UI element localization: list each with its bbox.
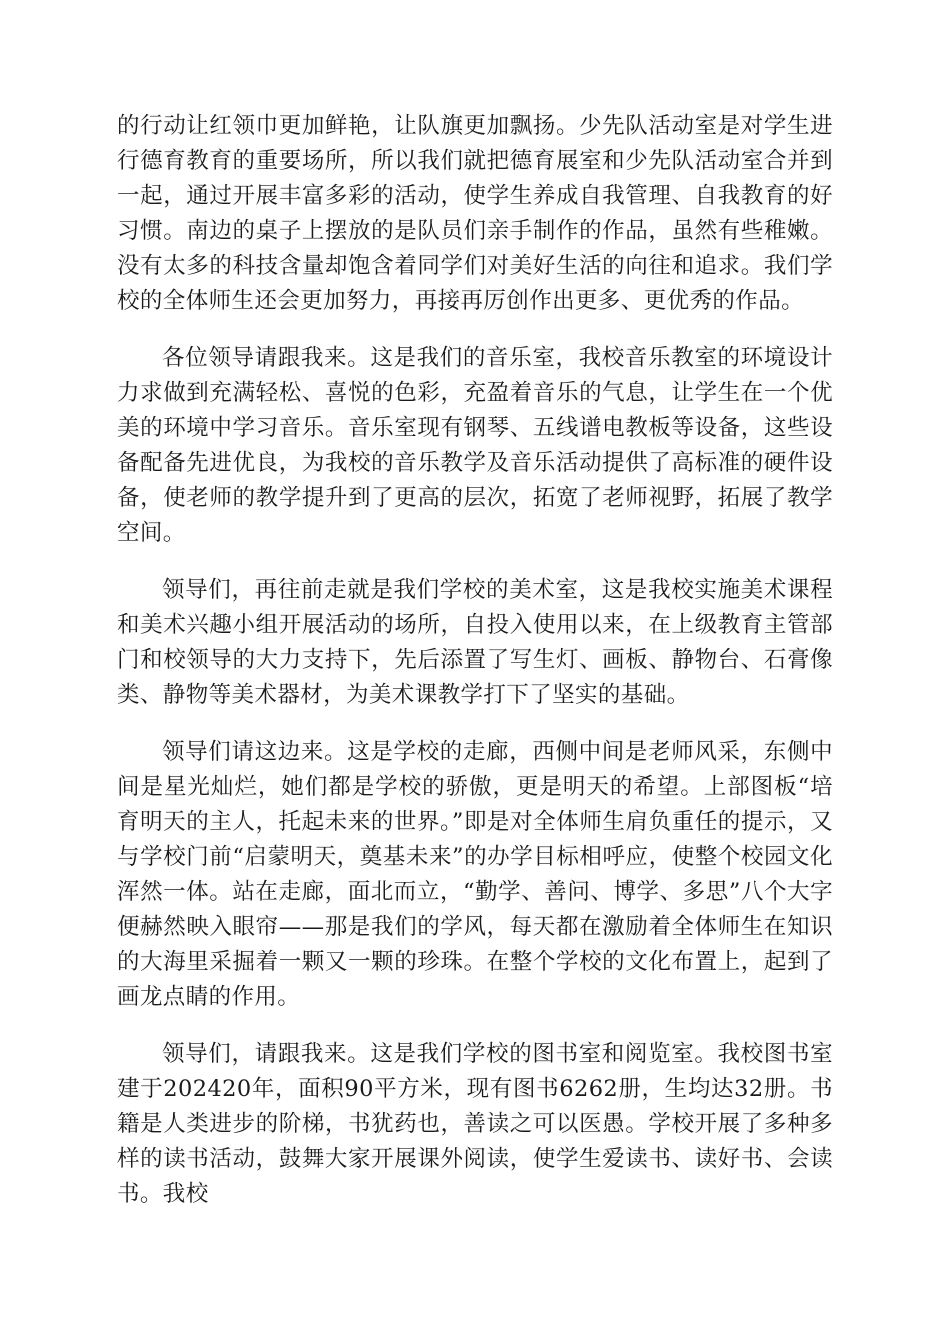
document-page — [117, 109, 833, 1234]
paragraph-corridor: 领导们请这边来。这是学校的走廊，西侧中间是老师风采，东侧中间是星光灿烂，她们都是学校的骄傲，更是明天的希望。上部图板“培育明天的主人，托起未来的世界。”即是对全体师生肩负重任的提示，又与学校门前“启蒙明天，奠基未来”的办学目标相呼应，使整个校园文化浑然一体。站在走廊，面北而立，“勤学、善问、博学、多思”八个大字便赫然映入眼帘——那是我们的学风，每天都在激励着全体师生在知识的大海里采掘着一颗又一颗的珍珠。在整个学校的文化布置上，起到了画龙点睛的作用。 — [117, 739, 833, 1010]
paragraph-youth-pioneer-room: 的行动让红领巾更加鲜艳，让队旗更加飘扬。少先队活动室是对学生进行德育教育的重要场所，所以我们就把德育展室和少先队活动室合并到一起，通过开展丰富多彩的活动，使学生养成自我管理、自我教育的好习惯。南边的桌子上摆放的是队员们亲手制作的作品，虽然有些稚嫩。没有太多的科技含量却饱含着同学们对美好生活的向往和追求。我们学校的全体师生还会更加努力，再接再厉创作出更多、更优秀的作品。 — [117, 113, 833, 314]
paragraph-music-room: 各位领导请跟我来。这是我们的音乐室，我校音乐教室的环境设计力求做到充满轻松、喜悦的色彩，充盈着音乐的气息，让学生在一个优美的环境中学习音乐。音乐室现有钢琴、五线谱电教板等设备，这些设备配备先进优良，为我校的音乐教学及音乐活动提供了高标准的硬件设备，使老师的教学提升到了更高的层次，拓宽了老师视野，拓展了教学空间。 — [117, 345, 833, 546]
paragraph-art-room: 领导们，再往前走就是我们学校的美术室，这是我校实施美术课程和美术兴趣小组开展活动的场所，自投入使用以来，在上级教育主管部门和校领导的大力支持下，先后添置了写生灯、画板、静物台、石膏像类、静物等美术器材，为美术课教学打下了坚实的基础。 — [117, 577, 833, 708]
paragraph-library: 领导们，请跟我来。这是我们学校的图书室和阅览室。我校图书室建于202420年，面积90平方米，现有图书6262册，生均达32册。书籍是人类进步的阶梯，书犹药也，善读之可以医愚。学校开展了多种多样的读书活动，鼓舞大家开展课外阅读，使学生爱读书、读好书、会读书。我校 — [117, 1041, 833, 1207]
